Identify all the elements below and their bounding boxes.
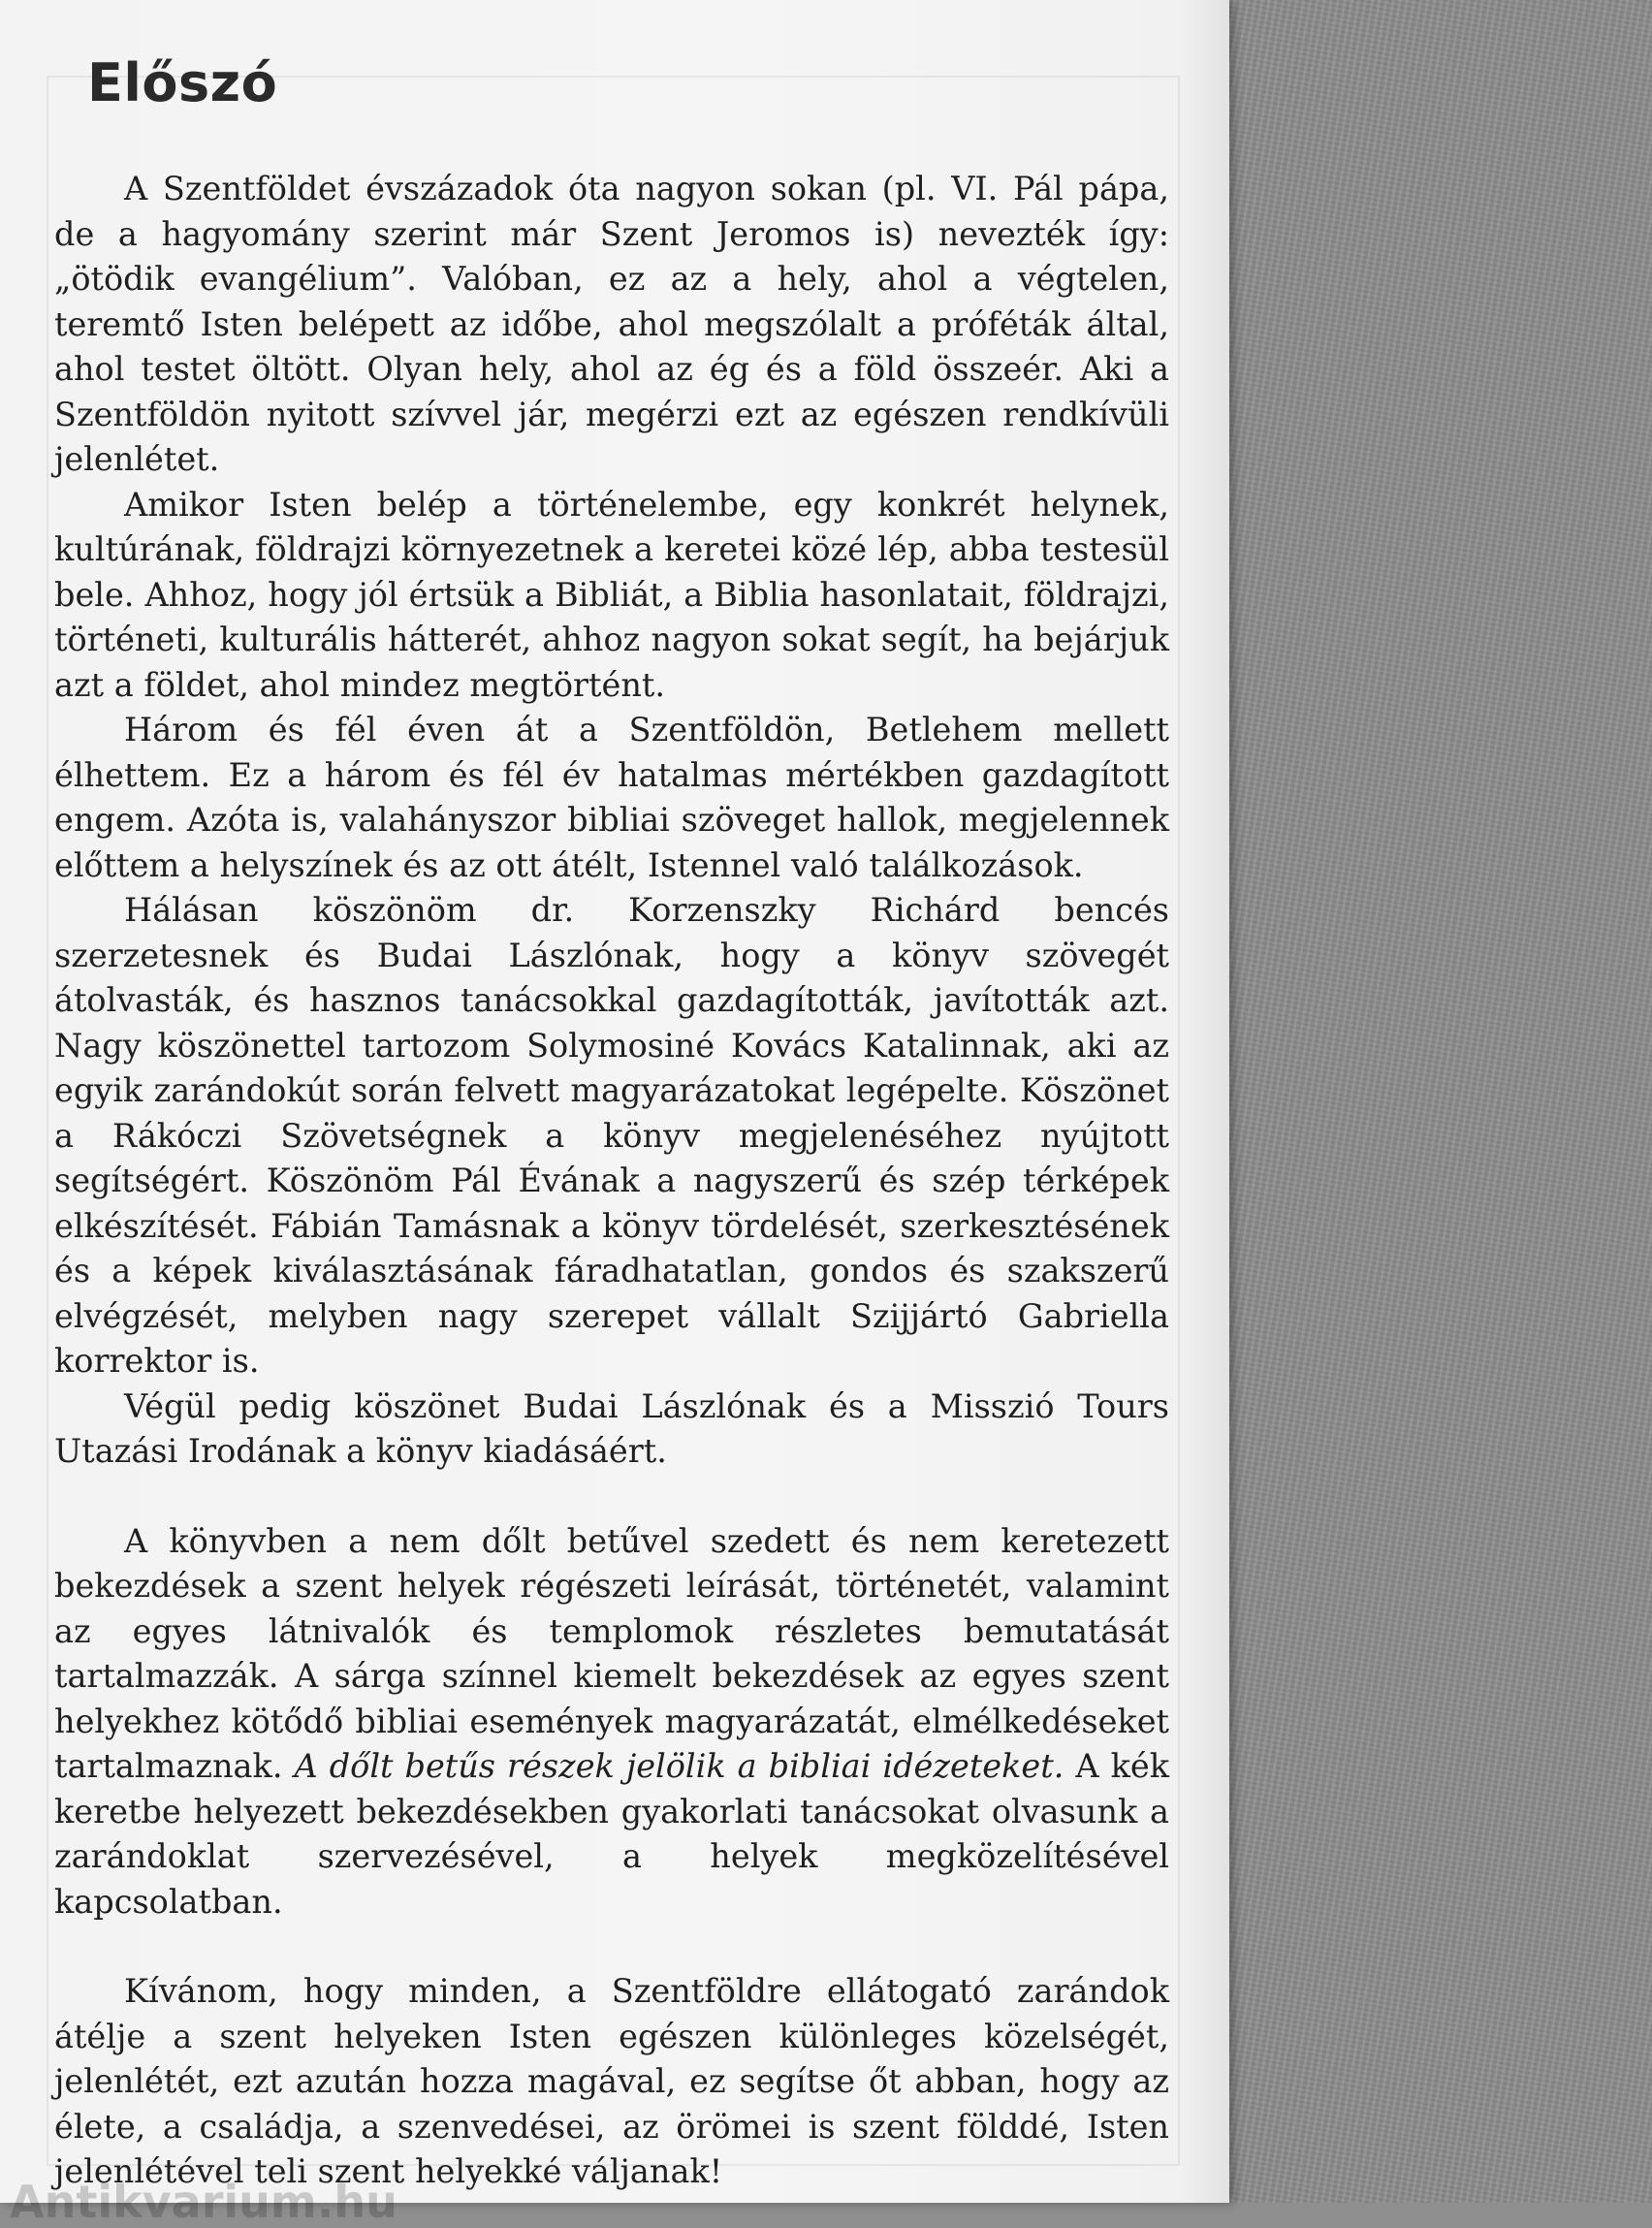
background-surface [1226,0,1652,2203]
paragraph-5: Végül pedig köszönet Budai Lászlónak és a Misszió Tours Utazási Irodának a könyv kiadásáért. [54,1386,1169,1470]
paragraph-2: Amikor Isten belép a történelembe, egy konkrét helynek, kultúrának, földrajzi környezetnek a keretei közé lép, abba testesül bele. Ahhoz, hogy jól értsük a Bibliát, a Biblia hasonlatait, földrajzi, történeti, kulturális hátterét, ahhoz nagyon sokat segít, ha bejárjuk azt a földet, ahol mindez megtörtént. [54,485,1169,704]
paragraph-1: A Szentföldet évszázadok óta nagyon sokan (pl. VI. Pál pápa, de a hagyomány szerint már Szent Jeromos is) nevezték így: „ötödik evangélium”. Valóban, ez az a hely, ahol a végtelen, teremtő Isten belépett az időbe, ahol megszólalt a próféták által, ahol testet öltött. Olyan hely, ahol az ég és a föld összeér. Aki a Szentföldön nyitott szívvel jár, megérzi ezt az egészen rendkívüli jelenlétet. [54,170,1169,478]
page-title: Előszó [87,52,278,113]
closing-paragraph: Kívánom, hogy minden, a Szentföldre ellátogató zarándok átélje a szent helyeken Isten egészen különleges közelségét, jelenlétét, ezt azután hozza magával, ez segítse őt abban, hogy az élete, a családja, a szenvedései, az örömei is szent földdé, Isten jelenlétével teli szent helyekké váljanak! [54,1972,1169,2190]
preface-body [54,167,1169,2195]
paragraph-4: Hálásan köszönöm dr. Korzenszky Richárd bencés szerzetesnek és Budai Lászlónak, hogy a könyv szövegét átolvasták, és hasznos tanácsokkal gazdagították, javították azt. Nagy köszönettel tartozom Solymosiné Kovács Katalinnak, aki az egyik zarándokút során felvett magyarázatokat legépelte. Köszönet a Rákóczi Szövetségnek a könyv megjelenéséhez nyújtott segítségért. Köszönöm Pál Évának a nagyszerű és szép térképek elkészítését. Fábián Tamásnak a könyv tördelését, szerkesztésének és a képek kiválasztásának fáradhatatlan, gondos és szakszerű elvégzését, melyben nagy szerepet vállalt Szijjártó Gabriella korrektor is. [54,891,1169,1380]
usage-text-italic: A dőlt betűs részek jelölik a bibliai idézeteket. [294,1747,1064,1785]
usage-paragraph [54,1519,1169,1926]
usage-text-after: A kék keretbe helyezett bekezdésekben gyakorlati tanácsokat olvasunk a zarándoklat szervezésével, a helyek megközelítésével kapcsolatban. [54,1747,1169,1921]
watermark: Antikvarium.hu [10,2176,397,2228]
usage-text-before: A könyvben a nem dőlt betűvel szedett és nem keretezett bekezdések a szent helyek régészeti leírását, történetét, valamint az egyes látnivalók és templomok részletes bemutatását tartalmazzák. A sárga színnel kiemelt bekezdések az egyes szent helyekhez kötődő bibliai események magyarázatát, elmélkedéseket tartalmaznak. [54,1521,1169,1785]
paragraph-3: Három és fél éven át a Szentföldön, Betlehem mellett élhettem. Ez a három és fél év hatalmas mértékben gazdagított engem. Azóta is, valahányszor bibliai szöveget hallok, megjelennek előttem a helyszínek és az ott átélt, Istennel való találkozások. [54,711,1169,884]
